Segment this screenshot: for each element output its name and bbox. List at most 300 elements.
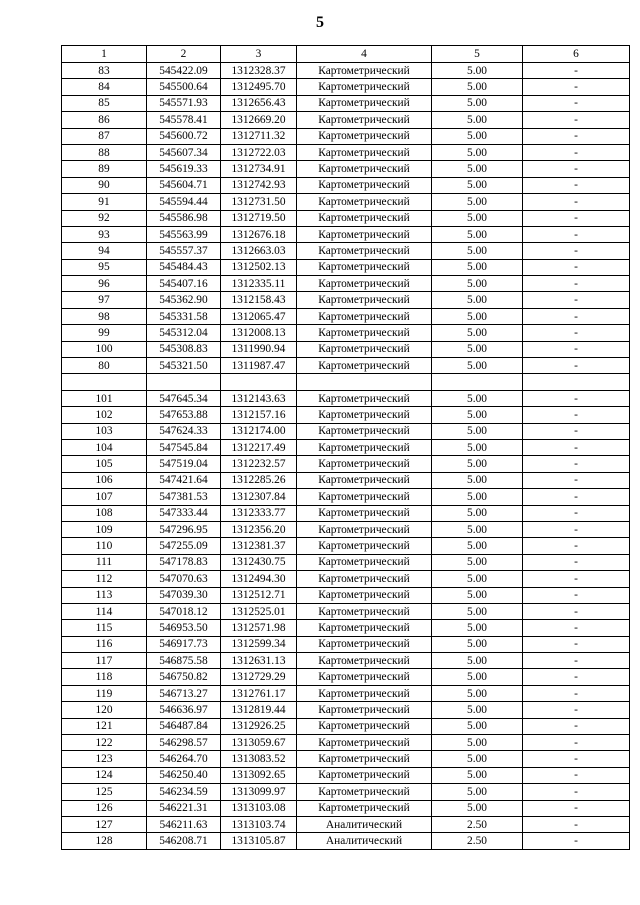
table-row [62, 194, 630, 210]
table-cell: 1313105.87 [221, 833, 297, 849]
table-cell: Картометрический [297, 653, 432, 669]
table-cell: - [523, 538, 630, 554]
table-cell: - [523, 177, 630, 193]
table-cell: 1312502.13 [221, 259, 297, 275]
table-cell: 5.00 [432, 194, 523, 210]
table-cell: - [523, 685, 630, 701]
table-cell: 1312158.43 [221, 292, 297, 308]
table-cell: - [523, 554, 630, 570]
table-row [62, 538, 630, 554]
table-cell: 546234.59 [147, 784, 221, 800]
table-row [62, 816, 630, 832]
table-cell: 1312722.03 [221, 144, 297, 160]
table-cell: Картометрический [297, 521, 432, 537]
table-row [62, 407, 630, 423]
table-cell: - [523, 505, 630, 521]
table-cell: - [523, 439, 630, 455]
table-row [62, 79, 630, 95]
table-row [62, 685, 630, 701]
table-cell: 545604.71 [147, 177, 221, 193]
table-cell: 5.00 [432, 177, 523, 193]
table-cell: - [523, 308, 630, 324]
table-cell: 545563.99 [147, 226, 221, 242]
table-cell: 5.00 [432, 669, 523, 685]
table-cell: 547296.95 [147, 521, 221, 537]
table-cell: Картометрический [297, 194, 432, 210]
table-cell: 128 [62, 833, 147, 849]
table-cell: - [523, 112, 630, 128]
table-cell: 1311990.94 [221, 341, 297, 357]
table-row [62, 800, 630, 816]
table-cell: Картометрический [297, 79, 432, 95]
table-cell: 5.00 [432, 603, 523, 619]
column-header: 6 [523, 46, 630, 63]
table-row [62, 456, 630, 472]
table-cell: 547255.09 [147, 538, 221, 554]
table-cell: 89 [62, 161, 147, 177]
table-cell [523, 374, 630, 390]
table-cell: 1312494.30 [221, 571, 297, 587]
table-cell: 5.00 [432, 128, 523, 144]
table-cell: - [523, 620, 630, 636]
table-cell: 1312631.13 [221, 653, 297, 669]
table-cell: 547039.30 [147, 587, 221, 603]
table-cell: 1312599.34 [221, 636, 297, 652]
table-cell: 545362.90 [147, 292, 221, 308]
table-cell: 5.00 [432, 226, 523, 242]
table-cell: - [523, 800, 630, 816]
table-cell: 5.00 [432, 439, 523, 455]
table-cell: 5.00 [432, 472, 523, 488]
table-cell: - [523, 489, 630, 505]
table-cell: 5.00 [432, 521, 523, 537]
table-cell: - [523, 784, 630, 800]
table-cell: 1312676.18 [221, 226, 297, 242]
table-cell: 546264.70 [147, 751, 221, 767]
column-header: 5 [432, 46, 523, 63]
table-cell: Картометрический [297, 669, 432, 685]
table-row [62, 358, 630, 374]
table-cell: 545578.41 [147, 112, 221, 128]
table-cell [432, 374, 523, 390]
table-cell: 5.00 [432, 489, 523, 505]
table-cell: Картометрический [297, 636, 432, 652]
table-cell: 1312356.20 [221, 521, 297, 537]
table-cell: 1312669.20 [221, 112, 297, 128]
table-cell: 5.00 [432, 702, 523, 718]
table-row [62, 554, 630, 570]
table-cell: 546211.63 [147, 816, 221, 832]
table-cell: 547178.83 [147, 554, 221, 570]
table-cell: 1312217.49 [221, 439, 297, 455]
table-cell: 93 [62, 226, 147, 242]
table-cell: Картометрический [297, 603, 432, 619]
table-cell: 1312926.25 [221, 718, 297, 734]
table-row [62, 341, 630, 357]
table-cell: - [523, 702, 630, 718]
table-cell: 1312819.44 [221, 702, 297, 718]
table-cell: Картометрический [297, 587, 432, 603]
table-cell: 546208.71 [147, 833, 221, 849]
table-cell: Картометрический [297, 407, 432, 423]
table-cell: - [523, 210, 630, 226]
table-cell: 5.00 [432, 341, 523, 357]
table-cell: Картометрический [297, 63, 432, 79]
table-cell: Картометрический [297, 571, 432, 587]
table-cell: 5.00 [432, 95, 523, 111]
table-row [62, 669, 630, 685]
table-cell [147, 374, 221, 390]
table-cell: 5.00 [432, 210, 523, 226]
table-cell: 547653.88 [147, 407, 221, 423]
table-cell: - [523, 276, 630, 292]
table-cell: Картометрический [297, 620, 432, 636]
table-cell: - [523, 603, 630, 619]
table-cell: - [523, 423, 630, 439]
table-row [62, 325, 630, 341]
table-row [62, 767, 630, 783]
table-row [62, 63, 630, 79]
table-cell: 1312232.57 [221, 456, 297, 472]
table-cell: 5.00 [432, 636, 523, 652]
table-cell: 1313103.08 [221, 800, 297, 816]
table-cell: - [523, 243, 630, 259]
table-cell: 545594.44 [147, 194, 221, 210]
table-cell: 545407.16 [147, 276, 221, 292]
table-cell: 1312663.03 [221, 243, 297, 259]
table-row [62, 210, 630, 226]
table-cell: 1312711.32 [221, 128, 297, 144]
table-cell: 546713.27 [147, 685, 221, 701]
table-cell: 118 [62, 669, 147, 685]
table-cell: 5.00 [432, 653, 523, 669]
table-cell: 547624.33 [147, 423, 221, 439]
table-cell: 5.00 [432, 587, 523, 603]
table-cell: 122 [62, 735, 147, 751]
table-cell: - [523, 735, 630, 751]
table-cell: Картометрический [297, 341, 432, 357]
table-cell: - [523, 161, 630, 177]
table-cell: 87 [62, 128, 147, 144]
table-cell: 547545.84 [147, 439, 221, 455]
table-cell: - [523, 390, 630, 406]
table-cell: 546750.82 [147, 669, 221, 685]
table-cell: 99 [62, 325, 147, 341]
table-cell: 545500.64 [147, 79, 221, 95]
table-cell: 5.00 [432, 259, 523, 275]
table-cell: - [523, 95, 630, 111]
table-cell: 546250.40 [147, 767, 221, 783]
table-row [62, 521, 630, 537]
table-cell: - [523, 669, 630, 685]
table-cell: 1313103.74 [221, 816, 297, 832]
table-cell: 545331.58 [147, 308, 221, 324]
table-row [62, 276, 630, 292]
table-cell: 127 [62, 816, 147, 832]
table-cell: 1312381.37 [221, 538, 297, 554]
table-cell: Аналитический [297, 833, 432, 849]
table-row [62, 587, 630, 603]
table-cell: 5.00 [432, 79, 523, 95]
page-number: 5 [316, 14, 324, 31]
table-cell: 1312761.17 [221, 685, 297, 701]
table-cell: 113 [62, 587, 147, 603]
table-cell: - [523, 636, 630, 652]
table-row [62, 128, 630, 144]
table-cell: 545484.43 [147, 259, 221, 275]
table-cell: - [523, 456, 630, 472]
table-cell: 92 [62, 210, 147, 226]
table-cell: 1312157.16 [221, 407, 297, 423]
table-cell: 5.00 [432, 620, 523, 636]
table-cell: 546875.58 [147, 653, 221, 669]
table-cell: Картометрический [297, 489, 432, 505]
table-cell: 83 [62, 63, 147, 79]
table-cell: 120 [62, 702, 147, 718]
table-cell: 5.00 [432, 144, 523, 160]
table-cell: 101 [62, 390, 147, 406]
table-cell: 85 [62, 95, 147, 111]
table-cell: 545312.04 [147, 325, 221, 341]
table-cell: Картометрический [297, 735, 432, 751]
table-cell: 545607.34 [147, 144, 221, 160]
table-cell: 547381.53 [147, 489, 221, 505]
table-cell: 1312065.47 [221, 308, 297, 324]
table-row [62, 226, 630, 242]
table-cell: 546636.97 [147, 702, 221, 718]
table-row [62, 653, 630, 669]
table-row [62, 571, 630, 587]
table-cell: Картометрический [297, 538, 432, 554]
table-cell: 2.50 [432, 833, 523, 849]
table-cell: 547645.34 [147, 390, 221, 406]
table-cell: 545321.50 [147, 358, 221, 374]
table-cell: 97 [62, 292, 147, 308]
table-cell: 545586.98 [147, 210, 221, 226]
table-cell: 116 [62, 636, 147, 652]
table-cell: 2.50 [432, 816, 523, 832]
table-cell: 5.00 [432, 571, 523, 587]
table-cell: Картометрический [297, 784, 432, 800]
table-row [62, 784, 630, 800]
table-cell: Картометрический [297, 210, 432, 226]
table-cell: 5.00 [432, 407, 523, 423]
table-cell: 1312495.70 [221, 79, 297, 95]
table-cell: Картометрический [297, 390, 432, 406]
table-cell: - [523, 194, 630, 210]
table-cell: Картометрический [297, 554, 432, 570]
table-row [62, 489, 630, 505]
table-cell: Картометрический [297, 800, 432, 816]
table-cell: Картометрический [297, 276, 432, 292]
table-cell: 123 [62, 751, 147, 767]
table-cell: 1312729.29 [221, 669, 297, 685]
table-cell: Картометрический [297, 161, 432, 177]
table-row [62, 505, 630, 521]
column-header: 3 [221, 46, 297, 63]
table-cell: 1312430.75 [221, 554, 297, 570]
table-row [62, 620, 630, 636]
table-row [62, 636, 630, 652]
table-cell: 125 [62, 784, 147, 800]
table-cell: - [523, 128, 630, 144]
table-cell: 5.00 [432, 358, 523, 374]
table-row [62, 833, 630, 849]
table-row [62, 292, 630, 308]
table-cell: 5.00 [432, 505, 523, 521]
table-cell: Картометрический [297, 702, 432, 718]
table-cell: Картометрический [297, 751, 432, 767]
table-cell: 545619.33 [147, 161, 221, 177]
table-cell: 102 [62, 407, 147, 423]
table-row [62, 95, 630, 111]
table-cell: 1313059.67 [221, 735, 297, 751]
table-cell: 5.00 [432, 784, 523, 800]
table-cell: 126 [62, 800, 147, 816]
table-cell: 5.00 [432, 767, 523, 783]
table-body [62, 63, 630, 850]
table-cell: 96 [62, 276, 147, 292]
table-row [62, 161, 630, 177]
table-cell: 547519.04 [147, 456, 221, 472]
table-cell: 107 [62, 489, 147, 505]
column-header: 4 [297, 46, 432, 63]
table-cell: 5.00 [432, 63, 523, 79]
table-cell: 5.00 [432, 718, 523, 734]
table-cell: Картометрический [297, 112, 432, 128]
table-cell: - [523, 653, 630, 669]
table-cell: - [523, 751, 630, 767]
table-cell: 104 [62, 439, 147, 455]
table-cell: 100 [62, 341, 147, 357]
table-cell: 1312525.01 [221, 603, 297, 619]
table-cell [297, 374, 432, 390]
table-cell: 1312143.63 [221, 390, 297, 406]
table-row [62, 423, 630, 439]
table-cell: 545422.09 [147, 63, 221, 79]
table-cell: 1313099.97 [221, 784, 297, 800]
table-cell: - [523, 472, 630, 488]
table-cell: 91 [62, 194, 147, 210]
table-cell: 5.00 [432, 276, 523, 292]
column-header: 1 [62, 46, 147, 63]
table-cell: 5.00 [432, 390, 523, 406]
table-cell: - [523, 226, 630, 242]
table-cell: 94 [62, 243, 147, 259]
table-cell: 111 [62, 554, 147, 570]
table-row [62, 439, 630, 455]
table-cell: 105 [62, 456, 147, 472]
table-cell: 5.00 [432, 423, 523, 439]
table-cell: 5.00 [432, 308, 523, 324]
table-cell [62, 374, 147, 390]
table-cell [221, 374, 297, 390]
table-cell: 95 [62, 259, 147, 275]
table-cell: - [523, 325, 630, 341]
column-header: 2 [147, 46, 221, 63]
table-row [62, 702, 630, 718]
table-cell: Картометрический [297, 259, 432, 275]
table-cell: Картометрический [297, 128, 432, 144]
table-cell: 114 [62, 603, 147, 619]
table-cell: 1312731.50 [221, 194, 297, 210]
table-cell: - [523, 79, 630, 95]
table-cell: - [523, 718, 630, 734]
table-cell: Картометрический [297, 308, 432, 324]
table-cell: - [523, 292, 630, 308]
table-cell: - [523, 571, 630, 587]
table-cell: 547421.64 [147, 472, 221, 488]
table-cell: 80 [62, 358, 147, 374]
table-cell: 119 [62, 685, 147, 701]
table-cell: 115 [62, 620, 147, 636]
table-cell: - [523, 587, 630, 603]
table-cell: 1312174.00 [221, 423, 297, 439]
table-cell: 545308.83 [147, 341, 221, 357]
table-cell: 546298.57 [147, 735, 221, 751]
table-cell: 1312719.50 [221, 210, 297, 226]
table-cell: Картометрический [297, 358, 432, 374]
table-cell: - [523, 833, 630, 849]
table-cell: 1312656.43 [221, 95, 297, 111]
table-cell: 1313092.65 [221, 767, 297, 783]
table-cell: 1312328.37 [221, 63, 297, 79]
table-cell: 98 [62, 308, 147, 324]
table-row [62, 718, 630, 734]
table-cell: 108 [62, 505, 147, 521]
table-row [62, 177, 630, 193]
table-cell: 545557.37 [147, 243, 221, 259]
table-cell: 5.00 [432, 292, 523, 308]
table-cell: Картометрический [297, 177, 432, 193]
table-row [62, 243, 630, 259]
table-cell: 1312333.77 [221, 505, 297, 521]
table-cell: Картометрический [297, 423, 432, 439]
table-cell: Картометрический [297, 95, 432, 111]
table-cell: 1312307.84 [221, 489, 297, 505]
table-cell: 86 [62, 112, 147, 128]
table-cell: Картометрический [297, 767, 432, 783]
table-cell: 5.00 [432, 800, 523, 816]
table-cell: 547333.44 [147, 505, 221, 521]
table-cell: 109 [62, 521, 147, 537]
table-cell: Картометрический [297, 456, 432, 472]
table-row [62, 112, 630, 128]
table-cell: 1312734.91 [221, 161, 297, 177]
table-cell: 546953.50 [147, 620, 221, 636]
table-cell: - [523, 407, 630, 423]
table-cell: - [523, 767, 630, 783]
table-cell: Картометрический [297, 439, 432, 455]
table-row [62, 603, 630, 619]
table-cell: - [523, 259, 630, 275]
table-cell: 1312285.26 [221, 472, 297, 488]
table-cell: 5.00 [432, 325, 523, 341]
table-cell: 88 [62, 144, 147, 160]
table-cell: Картометрический [297, 472, 432, 488]
table-cell: 546221.31 [147, 800, 221, 816]
table-cell: 1311987.47 [221, 358, 297, 374]
table-cell: Аналитический [297, 816, 432, 832]
table-cell: Картометрический [297, 325, 432, 341]
table-cell: 1312512.71 [221, 587, 297, 603]
table-cell: 5.00 [432, 161, 523, 177]
table-cell: 121 [62, 718, 147, 734]
coordinates-table [61, 45, 630, 850]
table-row [62, 390, 630, 406]
table-row [62, 144, 630, 160]
table-cell: 5.00 [432, 751, 523, 767]
